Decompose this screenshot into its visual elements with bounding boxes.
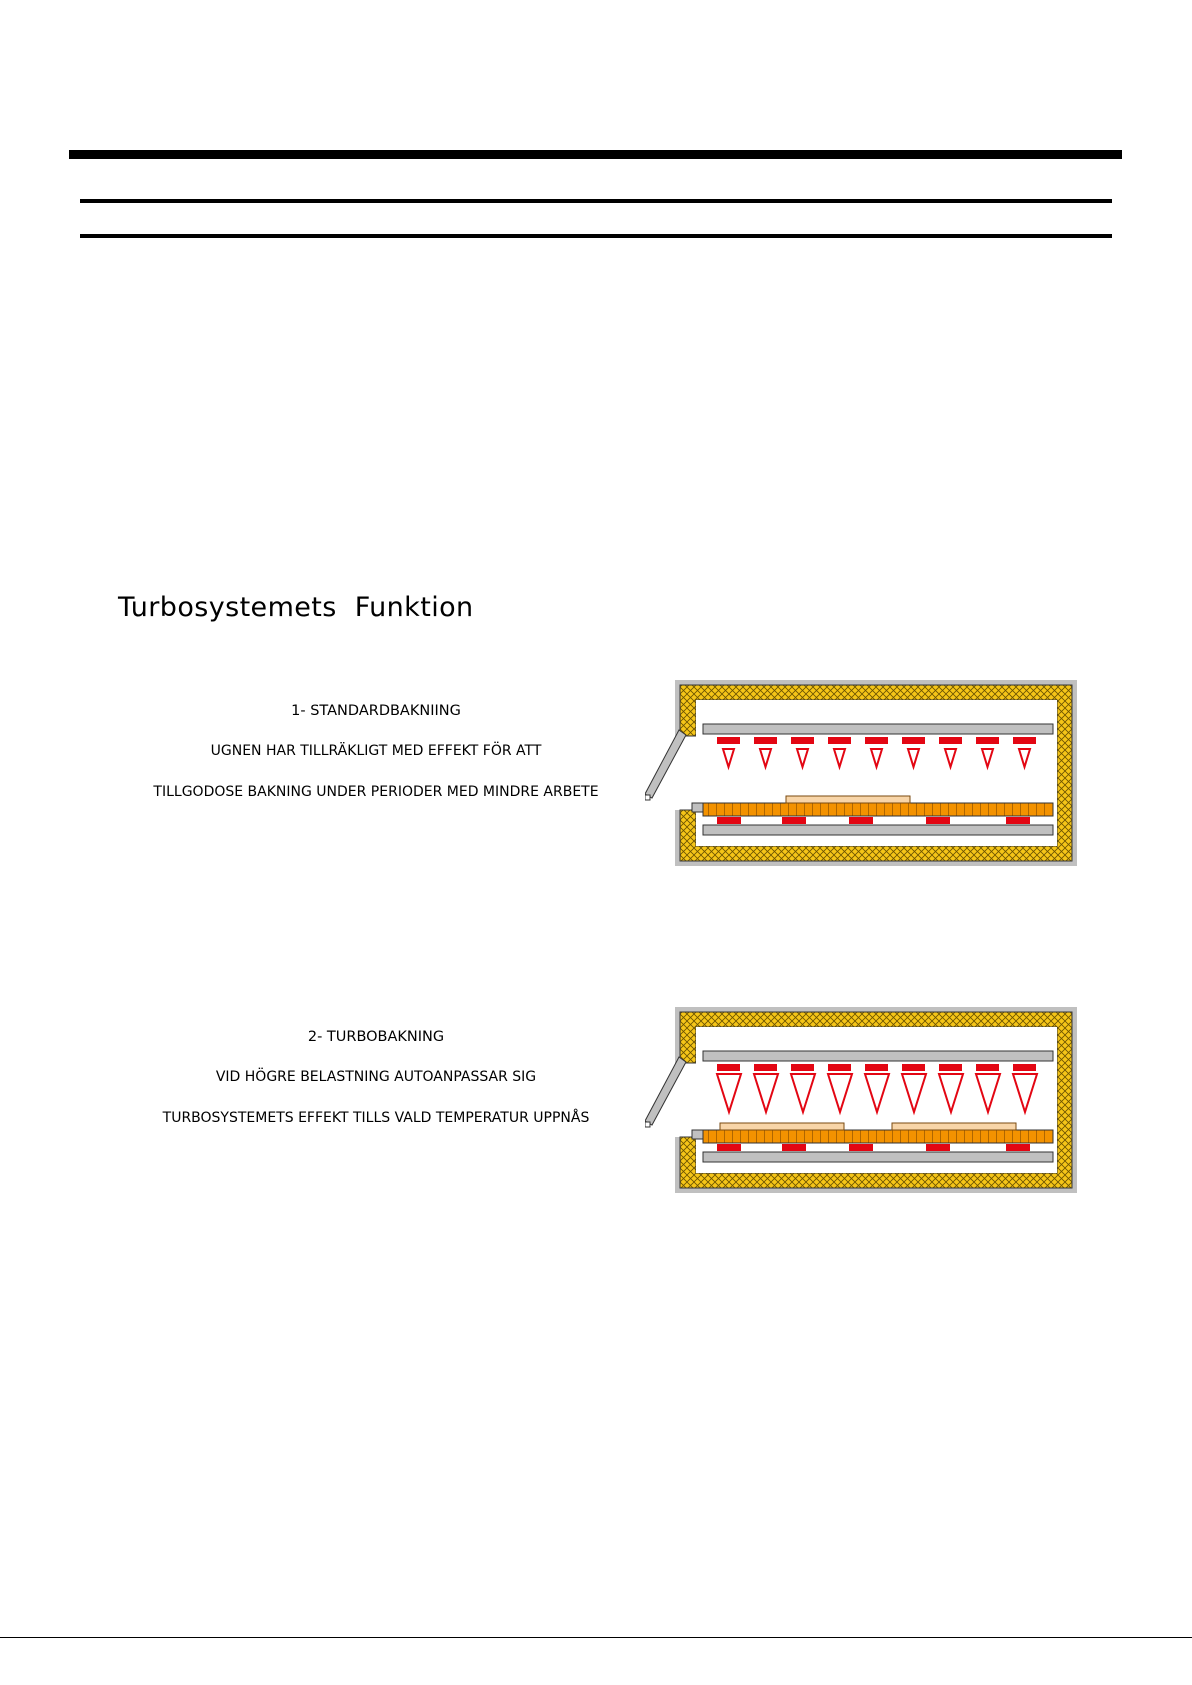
- oven-door: [645, 1057, 686, 1127]
- page-title: Turbosystemets Funktion: [118, 592, 474, 623]
- section-heading: 2- TURBOBAKNING: [307, 1029, 445, 1045]
- product: [720, 1123, 844, 1130]
- product: [786, 796, 910, 803]
- section-line: VID HÖGRE BELASTNING AUTOANPASSAR SIG: [215, 1069, 537, 1085]
- header-rule-upper: [80, 199, 1112, 203]
- top-heaters: [717, 1064, 1036, 1071]
- oven-diagram-standard: [645, 680, 1077, 866]
- header-rule-thick: [69, 150, 1122, 159]
- section-line: TILLGODOSE BAKNING UNDER PERIODER MED MINDRE ARBETE: [153, 784, 599, 800]
- heat-cones-large: [717, 1074, 1037, 1112]
- section-line: TURBOSYSTEMETS EFFEKT TILLS VALD TEMPERATUR UPPNÅS: [162, 1110, 590, 1126]
- footer-rule: [0, 1637, 1192, 1638]
- header-rule-lower: [80, 234, 1112, 238]
- section-line: UGNEN HAR TILLRÄKLIGT MED EFFEKT FÖR ATT: [210, 743, 542, 759]
- oven-diagram-turbo: [645, 1007, 1077, 1193]
- product: [892, 1123, 1016, 1130]
- oven-door: [645, 730, 686, 800]
- section-heading: 1- STANDARDBAKNIING: [291, 703, 461, 719]
- top-heaters: [717, 737, 1036, 744]
